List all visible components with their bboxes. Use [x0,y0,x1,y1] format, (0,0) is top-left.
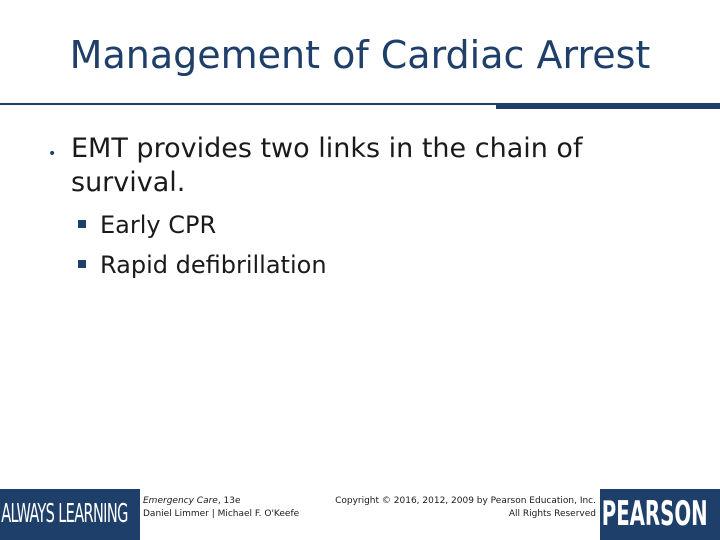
book-title: Emergency Care [143,496,218,506]
pearson-logo: PEARSON [600,489,720,540]
always-learning-logo: ALWAYS LEARNING [0,489,140,540]
slide-title: Management of Cardiac Arrest [69,33,651,77]
square-bullet-icon [78,260,86,268]
subbullet-label: Rapid defibrillation [100,251,327,279]
book-authors: Daniel Limmer | Michael F. O'Keefe [143,509,300,519]
subbullet-early-cpr [78,210,216,240]
subbullet-label: Early CPR [100,211,217,239]
bullet-marker: • [48,146,57,162]
copyright-text: Copyright © 2016, 2012, 2009 by Pearson Education, Inc. [335,496,596,506]
title-rule-accent [496,104,720,109]
rights-text: All Rights Reserved [508,509,596,519]
book-info [143,495,299,521]
bullet-text: EMT provides two links in the chain of survival. [71,133,583,198]
book-edition: , 13e [217,496,241,506]
subbullet-rapid-defibrillation [78,250,327,280]
copyright-info [335,495,596,521]
square-bullet-icon [78,220,86,228]
